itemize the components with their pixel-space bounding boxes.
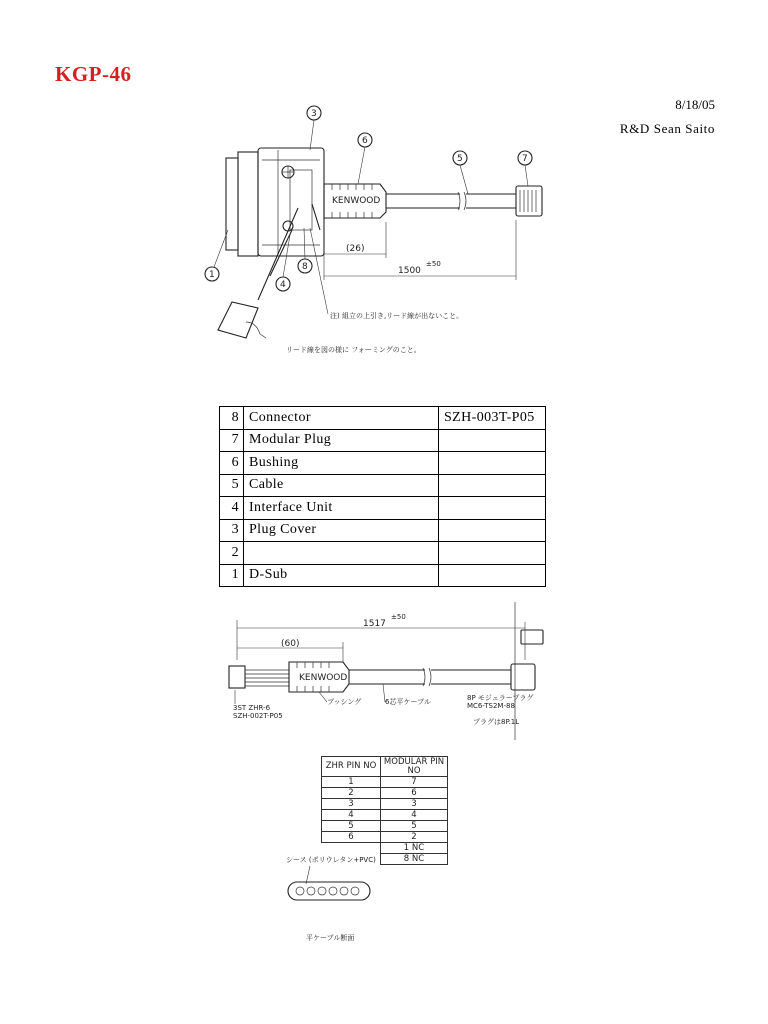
zhr-connector-part: [229, 666, 245, 688]
assembly-drawing: [200, 100, 570, 380]
dim-1517-tolerance: ±50: [391, 613, 406, 621]
table-row: 6 Bushing: [220, 452, 546, 475]
table-row: 3 3: [322, 799, 448, 810]
forming-detail-icon: [218, 302, 258, 338]
table-row: 8 Connector SZH-003T-P05: [220, 407, 546, 430]
svg-text:4: 4: [280, 280, 286, 290]
svg-text:6: 6: [362, 136, 368, 146]
connector-part-number: SZH-002T-P05: [233, 712, 283, 720]
svg-text:8: 8: [302, 262, 308, 272]
dsub-housing: [226, 148, 324, 256]
svg-text:7: 7: [522, 154, 528, 164]
table-row: 1 7: [322, 777, 448, 788]
plug-note: プラグは8P.1L: [473, 718, 520, 726]
table-row: 6 2: [322, 832, 448, 843]
document-title: KGP-46: [55, 62, 132, 86]
cable-modular-plug-part: [511, 664, 535, 690]
zhr-header: ZHR PIN NO: [322, 757, 381, 777]
parts-table: [219, 406, 546, 587]
bushing-part: [324, 184, 386, 218]
bushing-brand-label: KENWOOD: [332, 196, 381, 206]
note-forming: リード線を図の様に フォーミングのこと。: [286, 346, 421, 354]
connector-label: 3ST ZHR-6: [233, 704, 271, 712]
dim-60-label: (60): [281, 639, 300, 649]
table-row: 4 Interface Unit: [220, 497, 546, 520]
cable-label: 6芯平ケーブル: [385, 698, 431, 706]
pin-mapping-table: [321, 756, 448, 865]
modular-plug-part: [516, 186, 542, 216]
modular-header: MODULAR PIN NO: [381, 757, 448, 777]
table-row: 1 NC: [322, 843, 448, 854]
document-author: R&D Sean Saito: [619, 121, 715, 136]
section-label: 平ケーブル断面: [306, 934, 355, 942]
dim-1500-tolerance: ±50: [426, 260, 441, 268]
plug-label: 8P モジュラープラグ: [467, 694, 534, 702]
bushing-label: ブッシング: [327, 698, 362, 706]
table-row: 5 5: [322, 821, 448, 832]
dim-26-label: (26): [346, 244, 365, 254]
table-row: 8 NC: [322, 854, 448, 865]
table-row: 3 Plug Cover: [220, 519, 546, 542]
cable-brand-label: KENWOOD: [299, 673, 348, 683]
cable-drawing: [215, 600, 560, 740]
document-date: 8/18/05: [675, 97, 715, 112]
table-row: 2: [220, 542, 546, 565]
table-row: 2 6: [322, 788, 448, 799]
table-row: 1 D-Sub: [220, 564, 546, 587]
table-row: 7 Modular Plug: [220, 429, 546, 452]
svg-text:3: 3: [311, 109, 317, 119]
sheath-label: シース (ポリウレタン+PVC): [286, 856, 376, 864]
plug-part-number: MC6-TS2M-88: [467, 702, 515, 710]
cable-section-drawing: [280, 850, 520, 950]
dim-1500-label: 1500: [398, 266, 421, 276]
note-lead-wire: 注) 組立の上引き,リード線が出ないこと。: [330, 312, 464, 320]
table-row: 5 Cable: [220, 474, 546, 497]
svg-text:5: 5: [457, 154, 463, 164]
svg-text:1: 1: [209, 270, 215, 280]
dim-1517-label: 1517: [363, 619, 386, 629]
table-row: 4 4: [322, 810, 448, 821]
